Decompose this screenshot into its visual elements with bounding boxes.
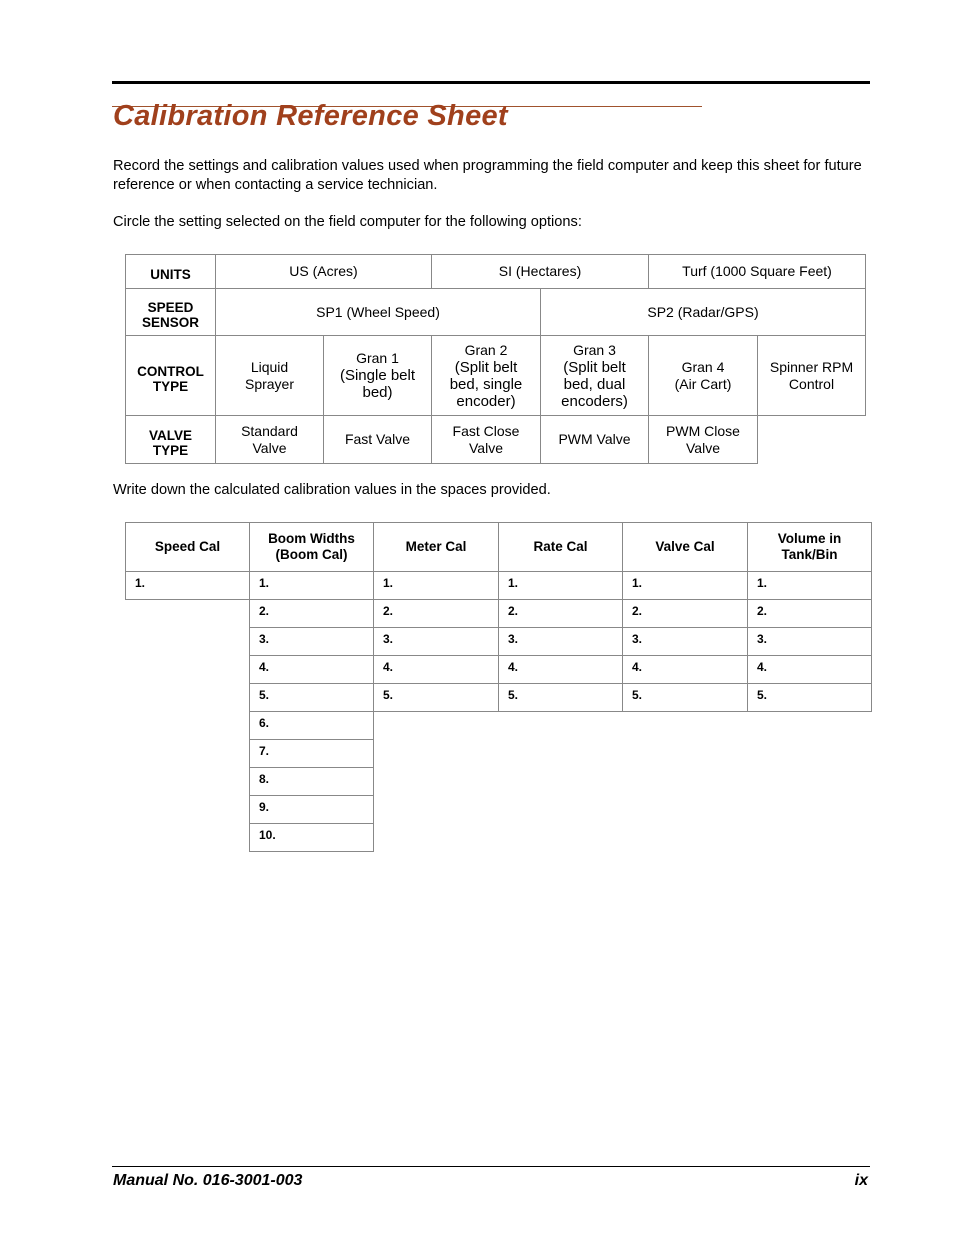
meter-cal-entry[interactable]: 5. bbox=[374, 684, 499, 712]
table-row bbox=[126, 796, 872, 824]
meter-cal-entry[interactable]: 3. bbox=[374, 628, 499, 656]
valve-option-fast-close: Fast Close Valve bbox=[432, 416, 541, 464]
header-meter-cal: Meter Cal bbox=[374, 523, 499, 572]
meter-cal-entry[interactable]: 2. bbox=[374, 600, 499, 628]
control-type-row bbox=[126, 336, 866, 416]
boom-width-entry[interactable]: 1. bbox=[250, 572, 374, 600]
boom-width-entry[interactable]: 2. bbox=[250, 600, 374, 628]
header-speed-cal: Speed Cal bbox=[126, 523, 250, 572]
boom-width-entry[interactable]: 6. bbox=[250, 712, 374, 740]
table-row bbox=[126, 628, 872, 656]
valve-cal-entry[interactable]: 5. bbox=[623, 684, 748, 712]
valve-cal-entry[interactable]: 4. bbox=[623, 656, 748, 684]
table-row bbox=[126, 600, 872, 628]
valve-cal-entry[interactable]: 2. bbox=[623, 600, 748, 628]
valve-type-label: VALVE TYPE bbox=[126, 416, 216, 464]
units-option-si: SI (Hectares) bbox=[432, 255, 649, 289]
valve-cal-entry[interactable]: 3. bbox=[623, 628, 748, 656]
write-instruction: Write down the calculated calibration values in the spaces provided. bbox=[113, 482, 551, 498]
cal-header-row bbox=[126, 523, 872, 572]
circle-instruction: Circle the setting selected on the field computer for the following options: bbox=[113, 214, 582, 230]
valve-option-pwm: PWM Valve bbox=[541, 416, 649, 464]
valve-option-fast: Fast Valve bbox=[324, 416, 432, 464]
rate-cal-entry[interactable]: 3. bbox=[499, 628, 623, 656]
boom-width-entry[interactable]: 8. bbox=[250, 768, 374, 796]
table-row bbox=[126, 656, 872, 684]
speed-sensor-label: SPEED SENSOR bbox=[126, 289, 216, 336]
speed-option-sp2: SP2 (Radar/GPS) bbox=[541, 289, 866, 336]
rate-cal-entry[interactable]: 5. bbox=[499, 684, 623, 712]
meter-cal-entry[interactable]: 4. bbox=[374, 656, 499, 684]
header-boom-widths: Boom Widths (Boom Cal) bbox=[250, 523, 374, 572]
table-row bbox=[126, 572, 872, 600]
rate-cal-entry[interactable]: 1. bbox=[499, 572, 623, 600]
units-option-us: US (Acres) bbox=[216, 255, 432, 289]
control-option-spinner: Spinner RPM Control bbox=[758, 336, 866, 416]
speed-cal-entry[interactable]: 1. bbox=[126, 572, 250, 600]
valve-empty-cell bbox=[758, 416, 866, 464]
control-option-liquid: Liquid Sprayer bbox=[216, 336, 324, 416]
boom-width-entry[interactable]: 5. bbox=[250, 684, 374, 712]
units-option-turf: Turf (1000 Square Feet) bbox=[649, 255, 866, 289]
table-row bbox=[126, 768, 872, 796]
units-label: UNITS bbox=[126, 255, 216, 289]
boom-width-entry[interactable]: 3. bbox=[250, 628, 374, 656]
control-option-gran1: Gran 1 (Single belt bed) bbox=[324, 336, 432, 416]
units-row bbox=[126, 255, 866, 289]
rate-cal-entry[interactable]: 2. bbox=[499, 600, 623, 628]
speed-option-sp1: SP1 (Wheel Speed) bbox=[216, 289, 541, 336]
page-number: ix bbox=[854, 1172, 868, 1189]
boom-width-entry[interactable]: 7. bbox=[250, 740, 374, 768]
table-row bbox=[126, 740, 872, 768]
top-rule bbox=[112, 81, 870, 84]
meter-cal-entry[interactable]: 1. bbox=[374, 572, 499, 600]
table-row bbox=[126, 684, 872, 712]
volume-entry[interactable]: 5. bbox=[748, 684, 872, 712]
intro-paragraph: Record the settings and calibration values used when programming the field computer and keep this sheet for future reference or when contacting a service technician. bbox=[113, 158, 862, 193]
manual-number: Manual No. 016-3001-003 bbox=[113, 1172, 303, 1189]
valve-type-row bbox=[126, 416, 866, 464]
boom-width-entry[interactable]: 4. bbox=[250, 656, 374, 684]
settings-table bbox=[125, 254, 866, 464]
calibration-values-table bbox=[125, 522, 872, 852]
rate-cal-entry[interactable]: 4. bbox=[499, 656, 623, 684]
control-option-gran3: Gran 3 (Split belt bed, dual encoders) bbox=[541, 336, 649, 416]
volume-entry[interactable]: 4. bbox=[748, 656, 872, 684]
header-rate-cal: Rate Cal bbox=[499, 523, 623, 572]
table-row bbox=[126, 712, 872, 740]
valve-option-standard: Standard Valve bbox=[216, 416, 324, 464]
page-title: Calibration Reference Sheet bbox=[113, 100, 508, 132]
volume-entry[interactable]: 2. bbox=[748, 600, 872, 628]
table-row bbox=[126, 824, 872, 852]
header-valve-cal: Valve Cal bbox=[623, 523, 748, 572]
volume-entry[interactable]: 1. bbox=[748, 572, 872, 600]
volume-entry[interactable]: 3. bbox=[748, 628, 872, 656]
header-volume: Volume in Tank/Bin bbox=[748, 523, 872, 572]
control-type-label: CONTROL TYPE bbox=[126, 336, 216, 416]
boom-width-entry[interactable]: 10. bbox=[250, 824, 374, 852]
boom-width-entry[interactable]: 9. bbox=[250, 796, 374, 824]
valve-option-pwm-close: PWM Close Valve bbox=[649, 416, 758, 464]
speed-sensor-row bbox=[126, 289, 866, 336]
valve-cal-entry[interactable]: 1. bbox=[623, 572, 748, 600]
control-option-gran2: Gran 2 (Split belt bed, single encoder) bbox=[432, 336, 541, 416]
control-option-gran4: Gran 4 (Air Cart) bbox=[649, 336, 758, 416]
footer-rule bbox=[112, 1166, 870, 1167]
